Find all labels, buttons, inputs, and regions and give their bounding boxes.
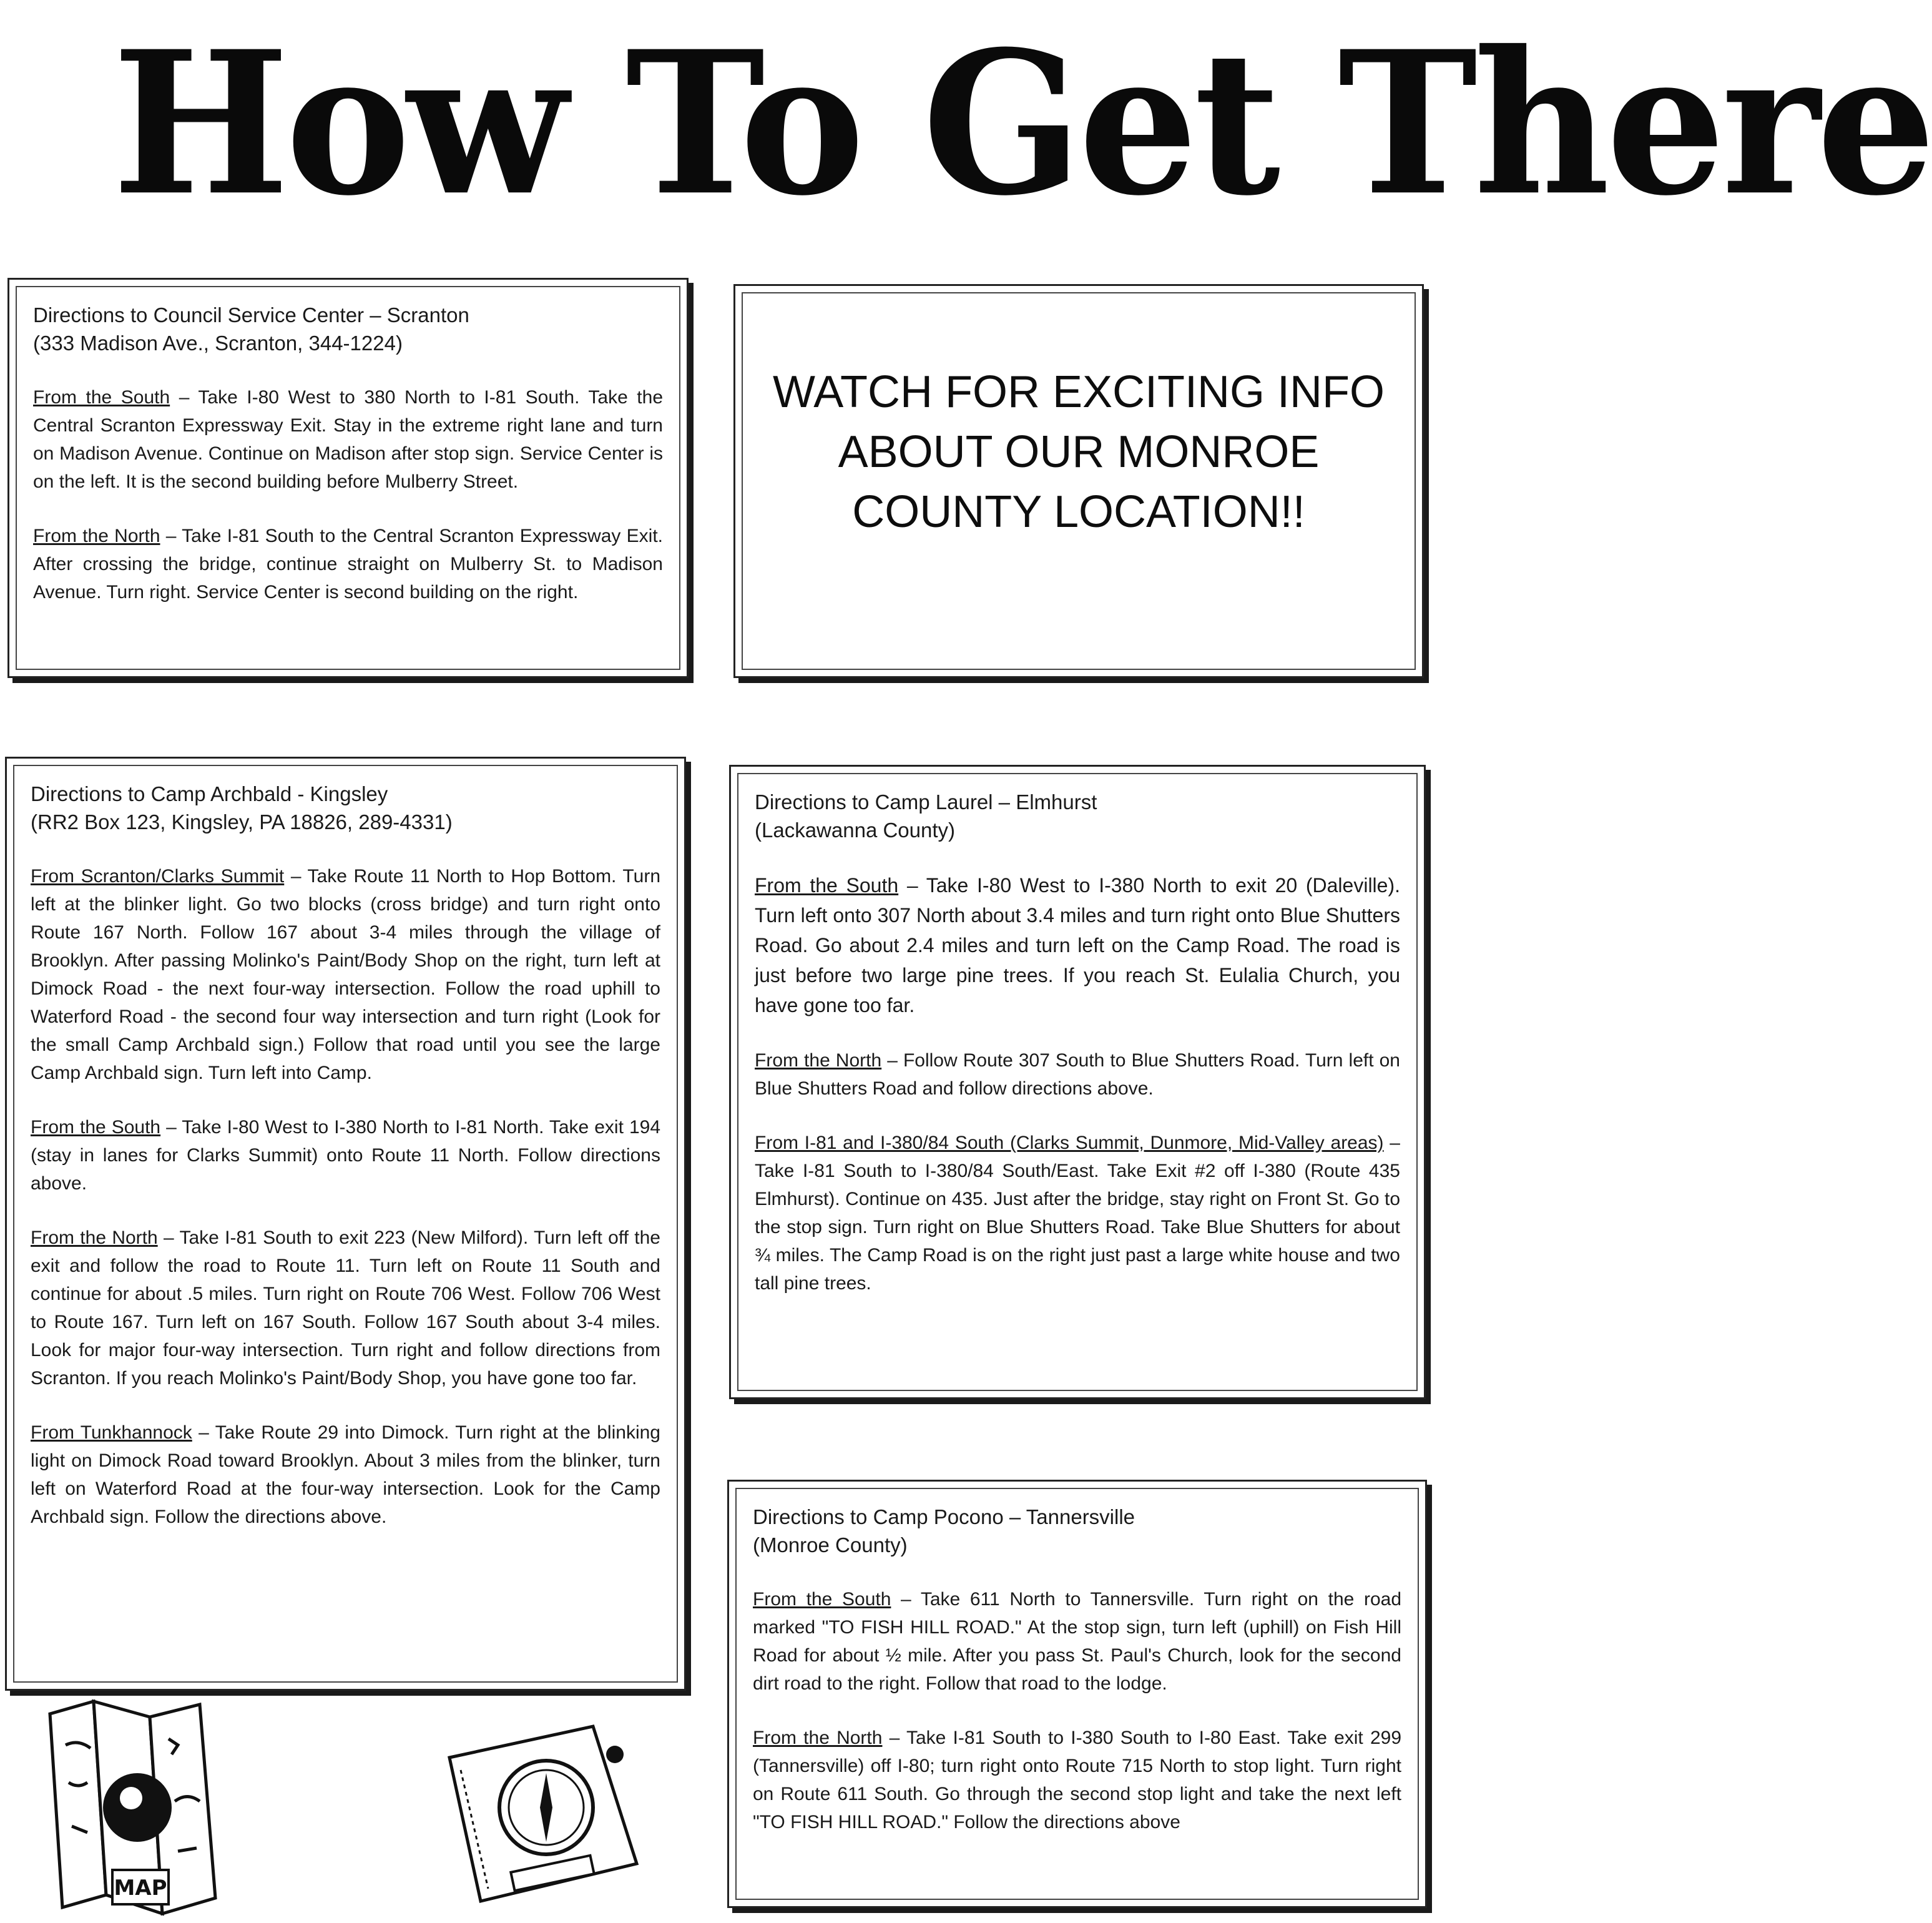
scranton-from-south xyxy=(33,383,663,496)
section-lead: From the North xyxy=(33,526,160,546)
laurel-directions-box xyxy=(729,765,1426,1399)
section-lead: From Scranton/Clarks Summit xyxy=(31,866,285,887)
laurel-heading: Directions to Camp Laurel – Elmhurst xyxy=(755,790,1097,814)
laurel-from-i81 xyxy=(755,1129,1400,1297)
page-title: How To Get There xyxy=(112,7,1932,239)
section-lead: From the North xyxy=(755,1050,882,1071)
section-text: – Take Route 11 North to Hop Bottom. Turn left at the blinker light. Go two blocks (cross bridge) and turn right onto Route 167 North. Follow 167 about 3-4 miles through the village of Brooklyn. After passing Molinko's Paint/Body Shop on the right, turn left at Dimock Road - the next four-way intersection. Follow the road uphill to Waterford Road - the second four way intersection and turn right (Look for the small Camp Archbald sign.) Follow that road until you see the large Camp Archbald sign. Turn left into Camp. xyxy=(31,866,661,1083)
archbald-from-north xyxy=(31,1224,660,1392)
laurel-from-south xyxy=(755,870,1400,1020)
section-text: – Take I-80 West to I-380 North to exit 20 (Daleville). Turn left onto 307 North about 3.4 miles and turn right onto Blue Shutters Road. Go about 2.4 miles and turn left on the Camp Road. The road is just before two large pine trees. If you reach St. Eulalia Church, you have gone too far. xyxy=(755,874,1401,1016)
archbald-from-scranton xyxy=(31,862,660,1087)
archbald-from-tunkhannock xyxy=(31,1419,660,1531)
pocono-directions-box xyxy=(727,1480,1427,1908)
section-text: – Take I-81 South to I-380/84 South/East. Take Exit #2 off I-380 (Route 435 Elmhurst). Continue on 435. Just after the bridge, stay right on Front St. Go to the stop sign. Turn right on Blue Shutters Road. Take Blue Shutters for about ¾ miles. The Camp Road is on the right just past a large white house and two tall pine trees. xyxy=(755,1133,1400,1294)
scranton-heading: Directions to Council Service Center – Scranton xyxy=(33,303,469,327)
pocono-heading: Directions to Camp Pocono – Tannersville xyxy=(753,1505,1135,1528)
laurel-from-north xyxy=(755,1046,1400,1103)
section-text: – Take I-80 West to I-380 North to I-81 North. Take exit 194 (stay in lanes for Clarks Summit) onto Route 11 North. Follow directions above. xyxy=(31,1117,660,1194)
archbald-directions-box xyxy=(5,757,686,1691)
section-lead: From the South xyxy=(31,1117,161,1138)
scranton-address: (333 Madison Ave., Scranton, 344-1224) xyxy=(33,332,403,355)
section-text: – Take I-80 West to 380 North to I-81 South. Take the Central Scranton Expressway Exit. Stay in the extreme right lane and turn on Madison Avenue. Continue on Madison after stop sign. Service Center is on the left. It is the second building before Mulberry Street. xyxy=(33,387,663,492)
section-text: – Take I-81 South to I-380 South to I-80 East. Take exit 299 (Tannersville) off I-80; turn right onto Route 715 North to stop light. Turn right on Route 611 South. Go through the second stop light and take the next left "TO FISH HILL ROAD." Follow the directions above xyxy=(753,1728,1401,1832)
section-text: – Take I-81 South to the Central Scranton Expressway Exit. After crossing the bridge, continue straight on Mulberry St. to Madison Avenue. Turn right. Service Center is second building on the right. xyxy=(33,526,663,602)
map-label: MAP xyxy=(114,1876,167,1901)
scranton-from-north xyxy=(33,522,663,606)
section-lead: From the South xyxy=(753,1589,891,1610)
pocono-from-south xyxy=(753,1585,1401,1698)
section-lead: From Tunkhannock xyxy=(31,1422,192,1443)
section-text: – Take 611 North to Tannersville. Turn right on the road marked "TO FISH HILL ROAD." At the stop sign, turn left (uphill) on Fish Hill Road for about ½ mile. After you pass St. Paul's Church, look for the second dirt road to the right. Follow that road to the lodge. xyxy=(753,1589,1402,1694)
section-text: – Take Route 29 into Dimock. Turn right at the blinking light on Dimock Road toward Brooklyn. About 3 miles from the blinker, turn left on Waterford Road at the four-way intersection. Look for the Camp Archbald sign. Follow the directions above. xyxy=(31,1422,660,1527)
compass-icon xyxy=(437,1720,643,1907)
section-lead: From the South xyxy=(755,874,899,897)
section-lead: From the North xyxy=(31,1227,158,1248)
monroe-notice-box xyxy=(733,284,1424,678)
archbald-from-south xyxy=(31,1113,660,1198)
monroe-notice-text: WATCH FOR EXCITING INFO ABOUT OUR MONROE COUNTY LOCATION!! xyxy=(773,367,1385,537)
folded-map-icon xyxy=(37,1689,225,1920)
section-text: – Take I-81 South to exit 223 (New Milford). Turn left off the exit and follow the road to Route 11. Turn left on Route 11 South and continue for about .5 miles. Turn right on Route 706 West. Follow 706 West to Route 167. Turn left on 167 South. Follow 167 South about 3-4 miles. Look for major four-way intersection. Turn right and follow directions from Scranton. If you reach Molinko's Paint/Body Shop, you have gone too far. xyxy=(31,1227,660,1389)
scranton-directions-box xyxy=(7,278,689,678)
pocono-from-north xyxy=(753,1724,1401,1836)
section-lead: From the South xyxy=(33,387,170,408)
laurel-address: (Lackawanna County) xyxy=(755,819,956,842)
section-text: – Follow Route 307 South to Blue Shutters Road. Turn left on Blue Shutters Road and follow directions above. xyxy=(755,1050,1400,1099)
archbald-address: (RR2 Box 123, Kingsley, PA 18826, 289-4331) xyxy=(31,810,453,834)
section-lead: From I-81 and I-380/84 South (Clarks Summit, Dunmore, Mid-Valley areas) xyxy=(755,1133,1384,1153)
section-lead: From the North xyxy=(753,1728,883,1748)
pocono-address: (Monroe County) xyxy=(753,1533,908,1557)
archbald-heading: Directions to Camp Archbald - Kingsley xyxy=(31,782,388,805)
